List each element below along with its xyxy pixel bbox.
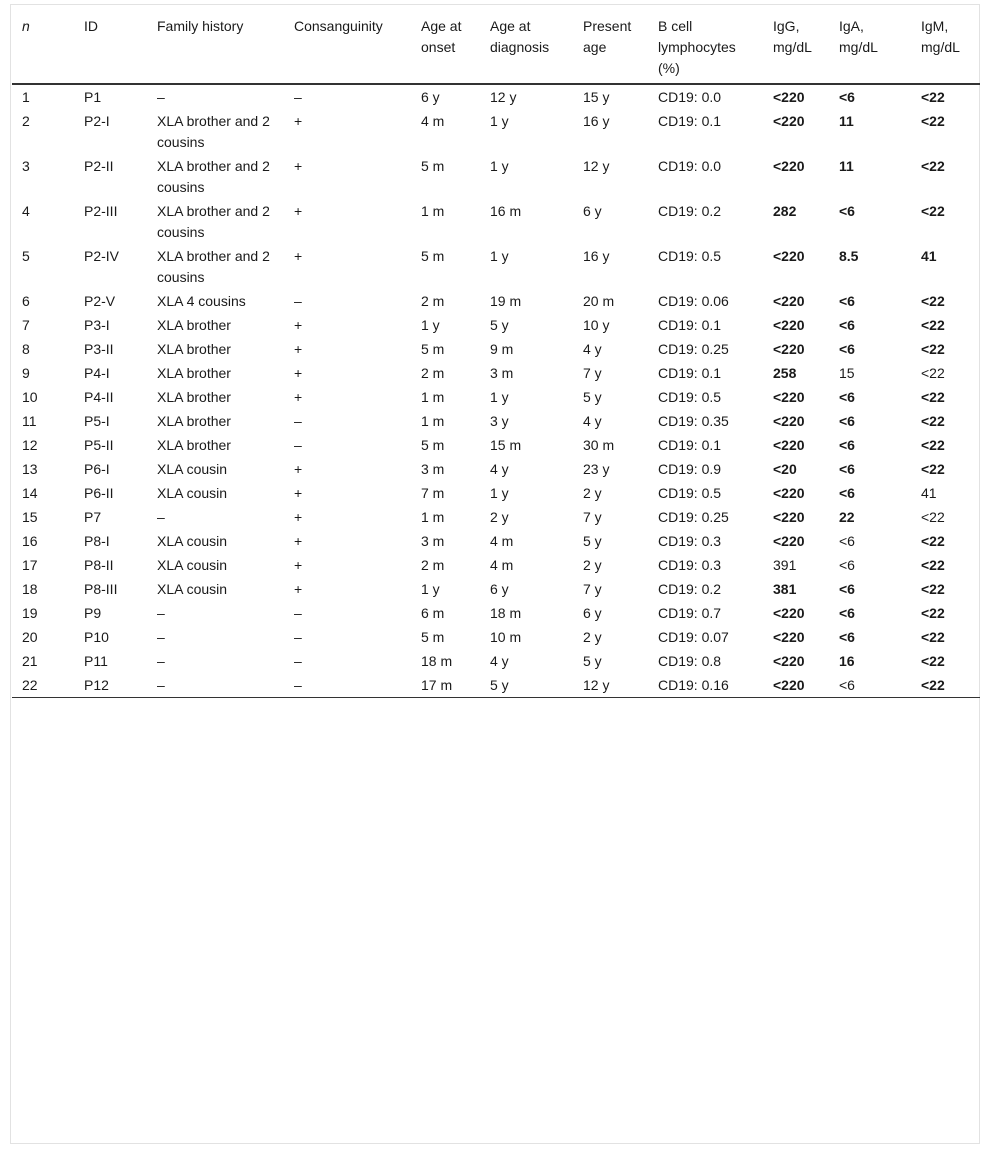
cell-b-cell: CD19: 0.25 [658, 509, 729, 525]
cell-b-cell: CD19: 0.1 [658, 437, 722, 453]
cell-age-diagnosis: 1 y [490, 248, 509, 264]
cell-iga: <6 [839, 533, 855, 549]
cell-present-age: 30 m [583, 437, 615, 453]
cell-age-onset: 1 m [421, 413, 445, 429]
cell-family-history: – [157, 677, 165, 693]
cell-igm: 41 [921, 248, 937, 264]
cell-iga: 22 [839, 509, 855, 525]
table-row [12, 84, 980, 109]
cell-igg: 282 [773, 203, 797, 219]
cell-age-onset: 17 m [421, 677, 453, 693]
cell-consanguinity: + [294, 113, 303, 129]
cell-b-cell: CD19: 0.3 [658, 533, 722, 549]
cell-age-diagnosis: 1 y [490, 389, 509, 405]
cell-igm: <22 [921, 605, 945, 621]
cell-consanguinity: + [294, 158, 303, 174]
cell-age-onset: 2 m [421, 557, 445, 573]
cell-present-age: 16 y [583, 113, 610, 129]
cell-id: P4-I [84, 365, 110, 381]
cell-id: P2-II [84, 158, 114, 174]
cell-iga: <6 [839, 317, 855, 333]
cell-id: P1 [84, 89, 102, 105]
cell-iga: <6 [839, 629, 855, 645]
cell-age-onset: 5 m [421, 629, 445, 645]
cell-age-diagnosis: 4 m [490, 557, 514, 573]
cell-iga: 16 [839, 653, 855, 669]
table-row [12, 577, 980, 601]
cell-igg: <220 [773, 605, 805, 621]
cell-igm: <22 [921, 437, 945, 453]
cell-age-onset: 6 y [421, 89, 440, 105]
cell-iga: <6 [839, 677, 855, 693]
cell-age-diagnosis: 5 y [490, 317, 509, 333]
cell-n: 9 [22, 365, 30, 381]
table-row [12, 505, 980, 529]
cell-igm: <22 [921, 629, 945, 645]
cell-iga: <6 [839, 461, 855, 477]
cell-age-diagnosis: 3 y [490, 413, 509, 429]
cell-consanguinity: + [294, 365, 303, 381]
table-row [12, 289, 980, 313]
cell-id: P10 [84, 629, 109, 645]
table-row [12, 109, 980, 154]
cell-consanguinity: + [294, 533, 303, 549]
cell-iga: <6 [839, 605, 855, 621]
cell-present-age: 20 m [583, 293, 615, 309]
cell-age-onset: 2 m [421, 365, 445, 381]
cell-consanguinity: – [294, 605, 302, 621]
cell-family-history: – [157, 605, 165, 621]
cell-n: 20 [22, 629, 38, 645]
cell-present-age: 6 y [583, 203, 602, 219]
cell-b-cell: CD19: 0.9 [658, 461, 722, 477]
cell-consanguinity: + [294, 248, 303, 264]
cell-age-diagnosis: 2 y [490, 509, 509, 525]
cell-family-history: – [157, 629, 165, 645]
cell-igm: <22 [921, 365, 945, 381]
cell-present-age: 4 y [583, 413, 602, 429]
cell-igm: <22 [921, 389, 945, 405]
cell-age-diagnosis: 4 m [490, 533, 514, 549]
cell-id: P3-II [84, 341, 114, 357]
cell-id: P9 [84, 605, 102, 621]
cell-igg: <220 [773, 629, 805, 645]
cell-age-diagnosis: 1 y [490, 485, 509, 501]
cell-age-onset: 1 m [421, 203, 445, 219]
table-row [12, 313, 980, 337]
cell-consanguinity: – [294, 677, 302, 693]
table-row [12, 337, 980, 361]
cell-igm: <22 [921, 113, 945, 129]
cell-igm: <22 [921, 653, 945, 669]
cell-n: 19 [22, 605, 38, 621]
cell-n: 1 [22, 89, 30, 105]
cell-present-age: 5 y [583, 653, 602, 669]
cell-family-history: XLA brother [157, 365, 231, 381]
cell-present-age: 5 y [583, 533, 602, 549]
cell-age-diagnosis: 3 m [490, 365, 514, 381]
cell-b-cell: CD19: 0.5 [658, 485, 722, 501]
cell-igg: 381 [773, 581, 797, 597]
cell-igg: <220 [773, 653, 805, 669]
cell-present-age: 7 y [583, 365, 602, 381]
table-row [12, 529, 980, 553]
cell-id: P2-V [84, 293, 116, 309]
cell-age-onset: 4 m [421, 113, 445, 129]
cell-igg: <220 [773, 485, 805, 501]
cell-iga: 8.5 [839, 248, 859, 264]
table-row [12, 481, 980, 505]
cell-igg: <20 [773, 461, 797, 477]
table-row [12, 244, 980, 289]
cell-consanguinity: – [294, 653, 302, 669]
cell-n: 15 [22, 509, 38, 525]
cell-igm: 41 [921, 485, 937, 501]
cell-igm: <22 [921, 677, 945, 693]
cell-iga: 11 [839, 113, 854, 129]
patient-table [12, 12, 980, 698]
header-id: ID [84, 18, 98, 34]
cell-id: P4-II [84, 389, 114, 405]
cell-consanguinity: – [294, 629, 302, 645]
cell-consanguinity: + [294, 317, 303, 333]
cell-age-diagnosis: 4 y [490, 653, 509, 669]
cell-iga: <6 [839, 581, 855, 597]
cell-age-onset: 6 m [421, 605, 445, 621]
cell-n: 13 [22, 461, 38, 477]
cell-igg: <220 [773, 677, 805, 693]
cell-consanguinity: + [294, 557, 303, 573]
header-iga: IgA, mg/dL [839, 18, 878, 55]
table-row [12, 409, 980, 433]
cell-family-history: XLA cousin [157, 485, 228, 501]
cell-age-diagnosis: 6 y [490, 581, 509, 597]
table-row [12, 649, 980, 673]
cell-igm: <22 [921, 317, 945, 333]
cell-id: P2-IV [84, 248, 120, 264]
cell-consanguinity: – [294, 413, 302, 429]
cell-id: P5-II [84, 437, 114, 453]
cell-family-history: XLA brother [157, 341, 231, 357]
cell-age-diagnosis: 12 y [490, 89, 517, 105]
cell-present-age: 7 y [583, 509, 602, 525]
cell-consanguinity: + [294, 341, 303, 357]
cell-iga: <6 [839, 203, 855, 219]
cell-age-onset: 7 m [421, 485, 445, 501]
cell-igg: <220 [773, 248, 805, 264]
cell-age-onset: 18 m [421, 653, 453, 669]
cell-age-onset: 5 m [421, 158, 445, 174]
cell-iga: <6 [839, 437, 855, 453]
cell-age-diagnosis: 19 m [490, 293, 522, 309]
cell-igg: 258 [773, 365, 797, 381]
cell-age-diagnosis: 5 y [490, 677, 509, 693]
cell-iga: <6 [839, 389, 855, 405]
cell-n: 6 [22, 293, 30, 309]
cell-igm: <22 [921, 533, 945, 549]
cell-consanguinity: + [294, 509, 303, 525]
cell-igg: <220 [773, 341, 805, 357]
cell-age-onset: 5 m [421, 341, 445, 357]
cell-family-history: XLA cousin [157, 557, 228, 573]
header-igm: IgM, mg/dL [921, 18, 960, 55]
cell-family-history: XLA 4 cousins [157, 293, 246, 309]
cell-igm: <22 [921, 203, 945, 219]
cell-n: 5 [22, 248, 30, 264]
cell-age-onset: 5 m [421, 248, 445, 264]
cell-igg: <220 [773, 389, 805, 405]
cell-family-history: XLA brother [157, 317, 231, 333]
cell-id: P2-I [84, 113, 110, 129]
cell-present-age: 15 y [583, 89, 610, 105]
cell-igg: <220 [773, 437, 805, 453]
cell-consanguinity: + [294, 485, 303, 501]
cell-consanguinity: – [294, 89, 302, 105]
cell-id: P6-II [84, 485, 114, 501]
header-age-onset: Age at onset [421, 18, 462, 55]
cell-present-age: 6 y [583, 605, 602, 621]
header-b-cell: B cell lymphocytes (%) [658, 18, 736, 76]
cell-family-history: XLA brother and 2 cousins [157, 203, 270, 240]
cell-consanguinity: – [294, 293, 302, 309]
cell-present-age: 2 y [583, 629, 602, 645]
cell-n: 2 [22, 113, 30, 129]
cell-family-history: – [157, 89, 165, 105]
cell-age-onset: 3 m [421, 533, 445, 549]
cell-family-history: XLA cousin [157, 533, 228, 549]
cell-n: 14 [22, 485, 38, 501]
cell-present-age: 12 y [583, 677, 610, 693]
cell-igm: <22 [921, 89, 945, 105]
cell-id: P3-I [84, 317, 110, 333]
table-row [12, 385, 980, 409]
cell-n: 21 [22, 653, 38, 669]
cell-age-diagnosis: 1 y [490, 113, 509, 129]
cell-iga: <6 [839, 293, 855, 309]
cell-family-history: XLA brother and 2 cousins [157, 158, 270, 195]
cell-id: P8-III [84, 581, 118, 597]
header-age-diagnosis: Age at diagnosis [490, 18, 550, 55]
cell-b-cell: CD19: 0.16 [658, 677, 729, 693]
cell-b-cell: CD19: 0.0 [658, 89, 722, 105]
cell-b-cell: CD19: 0.5 [658, 248, 722, 264]
cell-igm: <22 [921, 413, 945, 429]
header-n: n [22, 18, 30, 34]
cell-igm: <22 [921, 581, 945, 597]
cell-present-age: 10 y [583, 317, 610, 333]
cell-age-onset: 5 m [421, 437, 445, 453]
cell-iga: <6 [839, 341, 855, 357]
header-present-age: Present age [583, 18, 632, 55]
cell-id: P12 [84, 677, 109, 693]
cell-id: P6-I [84, 461, 110, 477]
cell-age-onset: 1 y [421, 581, 440, 597]
cell-b-cell: CD19: 0.8 [658, 653, 722, 669]
cell-igm: <22 [921, 509, 945, 525]
cell-family-history: XLA brother and 2 cousins [157, 113, 270, 150]
cell-id: P7 [84, 509, 102, 525]
table-row [12, 433, 980, 457]
cell-id: P8-I [84, 533, 110, 549]
cell-consanguinity: + [294, 203, 303, 219]
cell-b-cell: CD19: 0.06 [658, 293, 729, 309]
cell-family-history: XLA cousin [157, 461, 228, 477]
table-row [12, 199, 980, 244]
cell-present-age: 7 y [583, 581, 602, 597]
cell-n: 22 [22, 677, 38, 693]
cell-present-age: 5 y [583, 389, 602, 405]
table-row [12, 673, 980, 698]
cell-n: 17 [22, 557, 38, 573]
cell-family-history: XLA brother and 2 cousins [157, 248, 270, 285]
cell-iga: 15 [839, 365, 855, 381]
cell-igm: <22 [921, 293, 945, 309]
cell-iga: <6 [839, 413, 855, 429]
cell-igg: <220 [773, 533, 805, 549]
cell-igg: <220 [773, 413, 805, 429]
table-row [12, 625, 980, 649]
cell-present-age: 12 y [583, 158, 610, 174]
cell-consanguinity: + [294, 389, 303, 405]
cell-consanguinity: + [294, 461, 303, 477]
cell-age-onset: 1 m [421, 509, 445, 525]
cell-iga: <6 [839, 485, 855, 501]
table-row [12, 457, 980, 481]
cell-iga: <6 [839, 557, 855, 573]
cell-igg: <220 [773, 89, 805, 105]
cell-consanguinity: – [294, 437, 302, 453]
header-consanguinity: Consanguinity [294, 18, 383, 34]
cell-b-cell: CD19: 0.7 [658, 605, 722, 621]
cell-present-age: 4 y [583, 341, 602, 357]
cell-b-cell: CD19: 0.1 [658, 317, 722, 333]
cell-n: 7 [22, 317, 30, 333]
table-row [12, 553, 980, 577]
cell-id: P2-III [84, 203, 118, 219]
cell-present-age: 2 y [583, 557, 602, 573]
table-row [12, 154, 980, 199]
cell-age-diagnosis: 10 m [490, 629, 522, 645]
cell-n: 11 [22, 413, 37, 429]
cell-age-diagnosis: 1 y [490, 158, 509, 174]
cell-n: 16 [22, 533, 38, 549]
cell-b-cell: CD19: 0.07 [658, 629, 729, 645]
cell-age-onset: 1 y [421, 317, 440, 333]
cell-id: P5-I [84, 413, 110, 429]
cell-consanguinity: + [294, 581, 303, 597]
cell-family-history: XLA cousin [157, 581, 228, 597]
cell-present-age: 23 y [583, 461, 610, 477]
cell-family-history: – [157, 509, 165, 525]
cell-b-cell: CD19: 0.25 [658, 341, 729, 357]
cell-present-age: 16 y [583, 248, 610, 264]
cell-igm: <22 [921, 341, 945, 357]
header-igg: IgG, mg/dL [773, 18, 812, 55]
cell-igm: <22 [921, 557, 945, 573]
cell-b-cell: CD19: 0.2 [658, 581, 722, 597]
cell-b-cell: CD19: 0.2 [658, 203, 722, 219]
cell-id: P8-II [84, 557, 114, 573]
cell-b-cell: CD19: 0.35 [658, 413, 729, 429]
cell-family-history: XLA brother [157, 413, 231, 429]
header-row [12, 12, 980, 84]
cell-igm: <22 [921, 158, 945, 174]
cell-igg: <220 [773, 113, 805, 129]
cell-b-cell: CD19: 0.5 [658, 389, 722, 405]
cell-n: 8 [22, 341, 30, 357]
cell-n: 3 [22, 158, 30, 174]
cell-id: P11 [84, 653, 108, 669]
cell-present-age: 2 y [583, 485, 602, 501]
cell-n: 4 [22, 203, 30, 219]
cell-n: 12 [22, 437, 38, 453]
cell-iga: 11 [839, 158, 854, 174]
cell-family-history: XLA brother [157, 389, 231, 405]
cell-igg: <220 [773, 317, 805, 333]
cell-igg: 391 [773, 557, 797, 573]
cell-age-diagnosis: 18 m [490, 605, 522, 621]
cell-age-diagnosis: 15 m [490, 437, 522, 453]
header-family-history: Family history [157, 18, 244, 34]
cell-age-diagnosis: 9 m [490, 341, 514, 357]
cell-family-history: XLA brother [157, 437, 231, 453]
cell-b-cell: CD19: 0.1 [658, 365, 722, 381]
cell-iga: <6 [839, 89, 855, 105]
cell-age-onset: 1 m [421, 389, 445, 405]
cell-age-diagnosis: 4 y [490, 461, 509, 477]
cell-b-cell: CD19: 0.1 [658, 113, 722, 129]
cell-age-diagnosis: 16 m [490, 203, 522, 219]
cell-b-cell: CD19: 0.3 [658, 557, 722, 573]
cell-b-cell: CD19: 0.0 [658, 158, 722, 174]
cell-igg: <220 [773, 293, 805, 309]
cell-igg: <220 [773, 509, 805, 525]
cell-age-onset: 3 m [421, 461, 445, 477]
cell-n: 18 [22, 581, 38, 597]
cell-family-history: – [157, 653, 165, 669]
table-row [12, 361, 980, 385]
cell-igg: <220 [773, 158, 805, 174]
cell-n: 10 [22, 389, 38, 405]
cell-igm: <22 [921, 461, 945, 477]
cell-age-onset: 2 m [421, 293, 445, 309]
table-row [12, 601, 980, 625]
